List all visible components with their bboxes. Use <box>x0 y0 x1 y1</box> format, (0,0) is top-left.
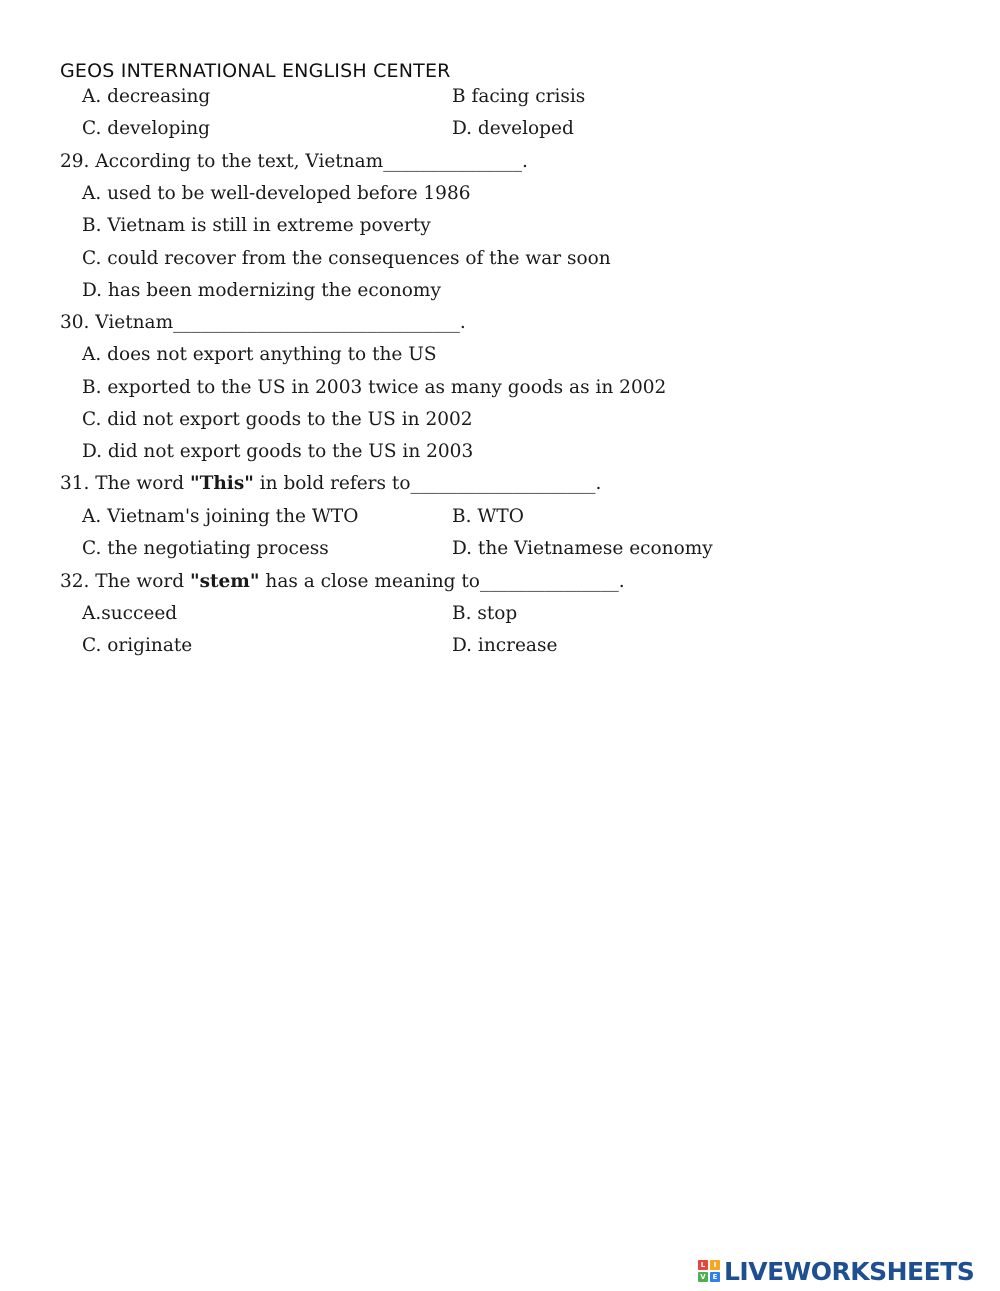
q28-option-b: B facing crisis <box>452 86 586 107</box>
q29-option-a: A. used to be well-developed before 1986 <box>82 183 471 204</box>
q29-option-b: B. Vietnam is still in extreme poverty <box>82 215 431 236</box>
q30-option-a: A. does not export anything to the US <box>82 344 437 365</box>
q28-option-d: D. developed <box>452 118 574 139</box>
q30-option-d: D. did not export goods to the US in 2003 <box>82 441 474 462</box>
q28-option-a: A. decreasing <box>82 86 211 107</box>
logo-wordmark: LIVEWORKSHEETS <box>724 1256 975 1286</box>
q31-option-c: C. the negotiating process <box>82 538 329 559</box>
q32-bold-word: "stem" <box>189 571 260 592</box>
q32-option-d: D. increase <box>452 635 558 656</box>
logo-icon <box>698 1260 720 1282</box>
q31-stem-pre: 31. The word <box>60 473 190 494</box>
q30-option-b: B. exported to the US in 2003 twice as many goods as in 2002 <box>82 377 667 398</box>
q32-option-c: C. originate <box>82 635 193 656</box>
q32-stem-pre: 32. The word <box>60 571 190 592</box>
q31-stem <box>60 472 601 496</box>
q31-stem-post: in bold refers to____________________. <box>253 473 602 494</box>
logo-letter-e: E <box>710 1272 720 1282</box>
q32-stem-post: has a close meaning to_______________. <box>259 571 625 592</box>
liveworksheets-logo[interactable] <box>698 1256 974 1286</box>
q29-option-c: C. could recover from the consequences of the war soon <box>82 248 611 269</box>
logo-letter-v: V <box>698 1272 708 1282</box>
q31-option-b: B. WTO <box>452 506 524 527</box>
q31-option-a: A. Vietnam's joining the WTO <box>82 506 359 527</box>
logo-letter-i: I <box>710 1260 720 1270</box>
q29-stem: 29. According to the text, Vietnam_______________. <box>60 151 528 172</box>
q32-stem <box>60 570 625 594</box>
q28-option-c: C. developing <box>82 118 211 139</box>
q31-bold-word: "This" <box>189 473 254 494</box>
q30-option-c: C. did not export goods to the US in 2002 <box>82 409 473 430</box>
q32-option-b: B. stop <box>452 603 518 624</box>
page-header: GEOS INTERNATIONAL ENGLISH CENTER <box>60 60 451 82</box>
q31-option-d: D. the Vietnamese economy <box>452 538 713 559</box>
q32-option-a: A.succeed <box>82 603 178 624</box>
q29-option-d: D. has been modernizing the economy <box>82 280 441 301</box>
logo-letter-l: L <box>698 1260 708 1270</box>
q30-stem: 30. Vietnam_______________________________. <box>60 312 466 333</box>
